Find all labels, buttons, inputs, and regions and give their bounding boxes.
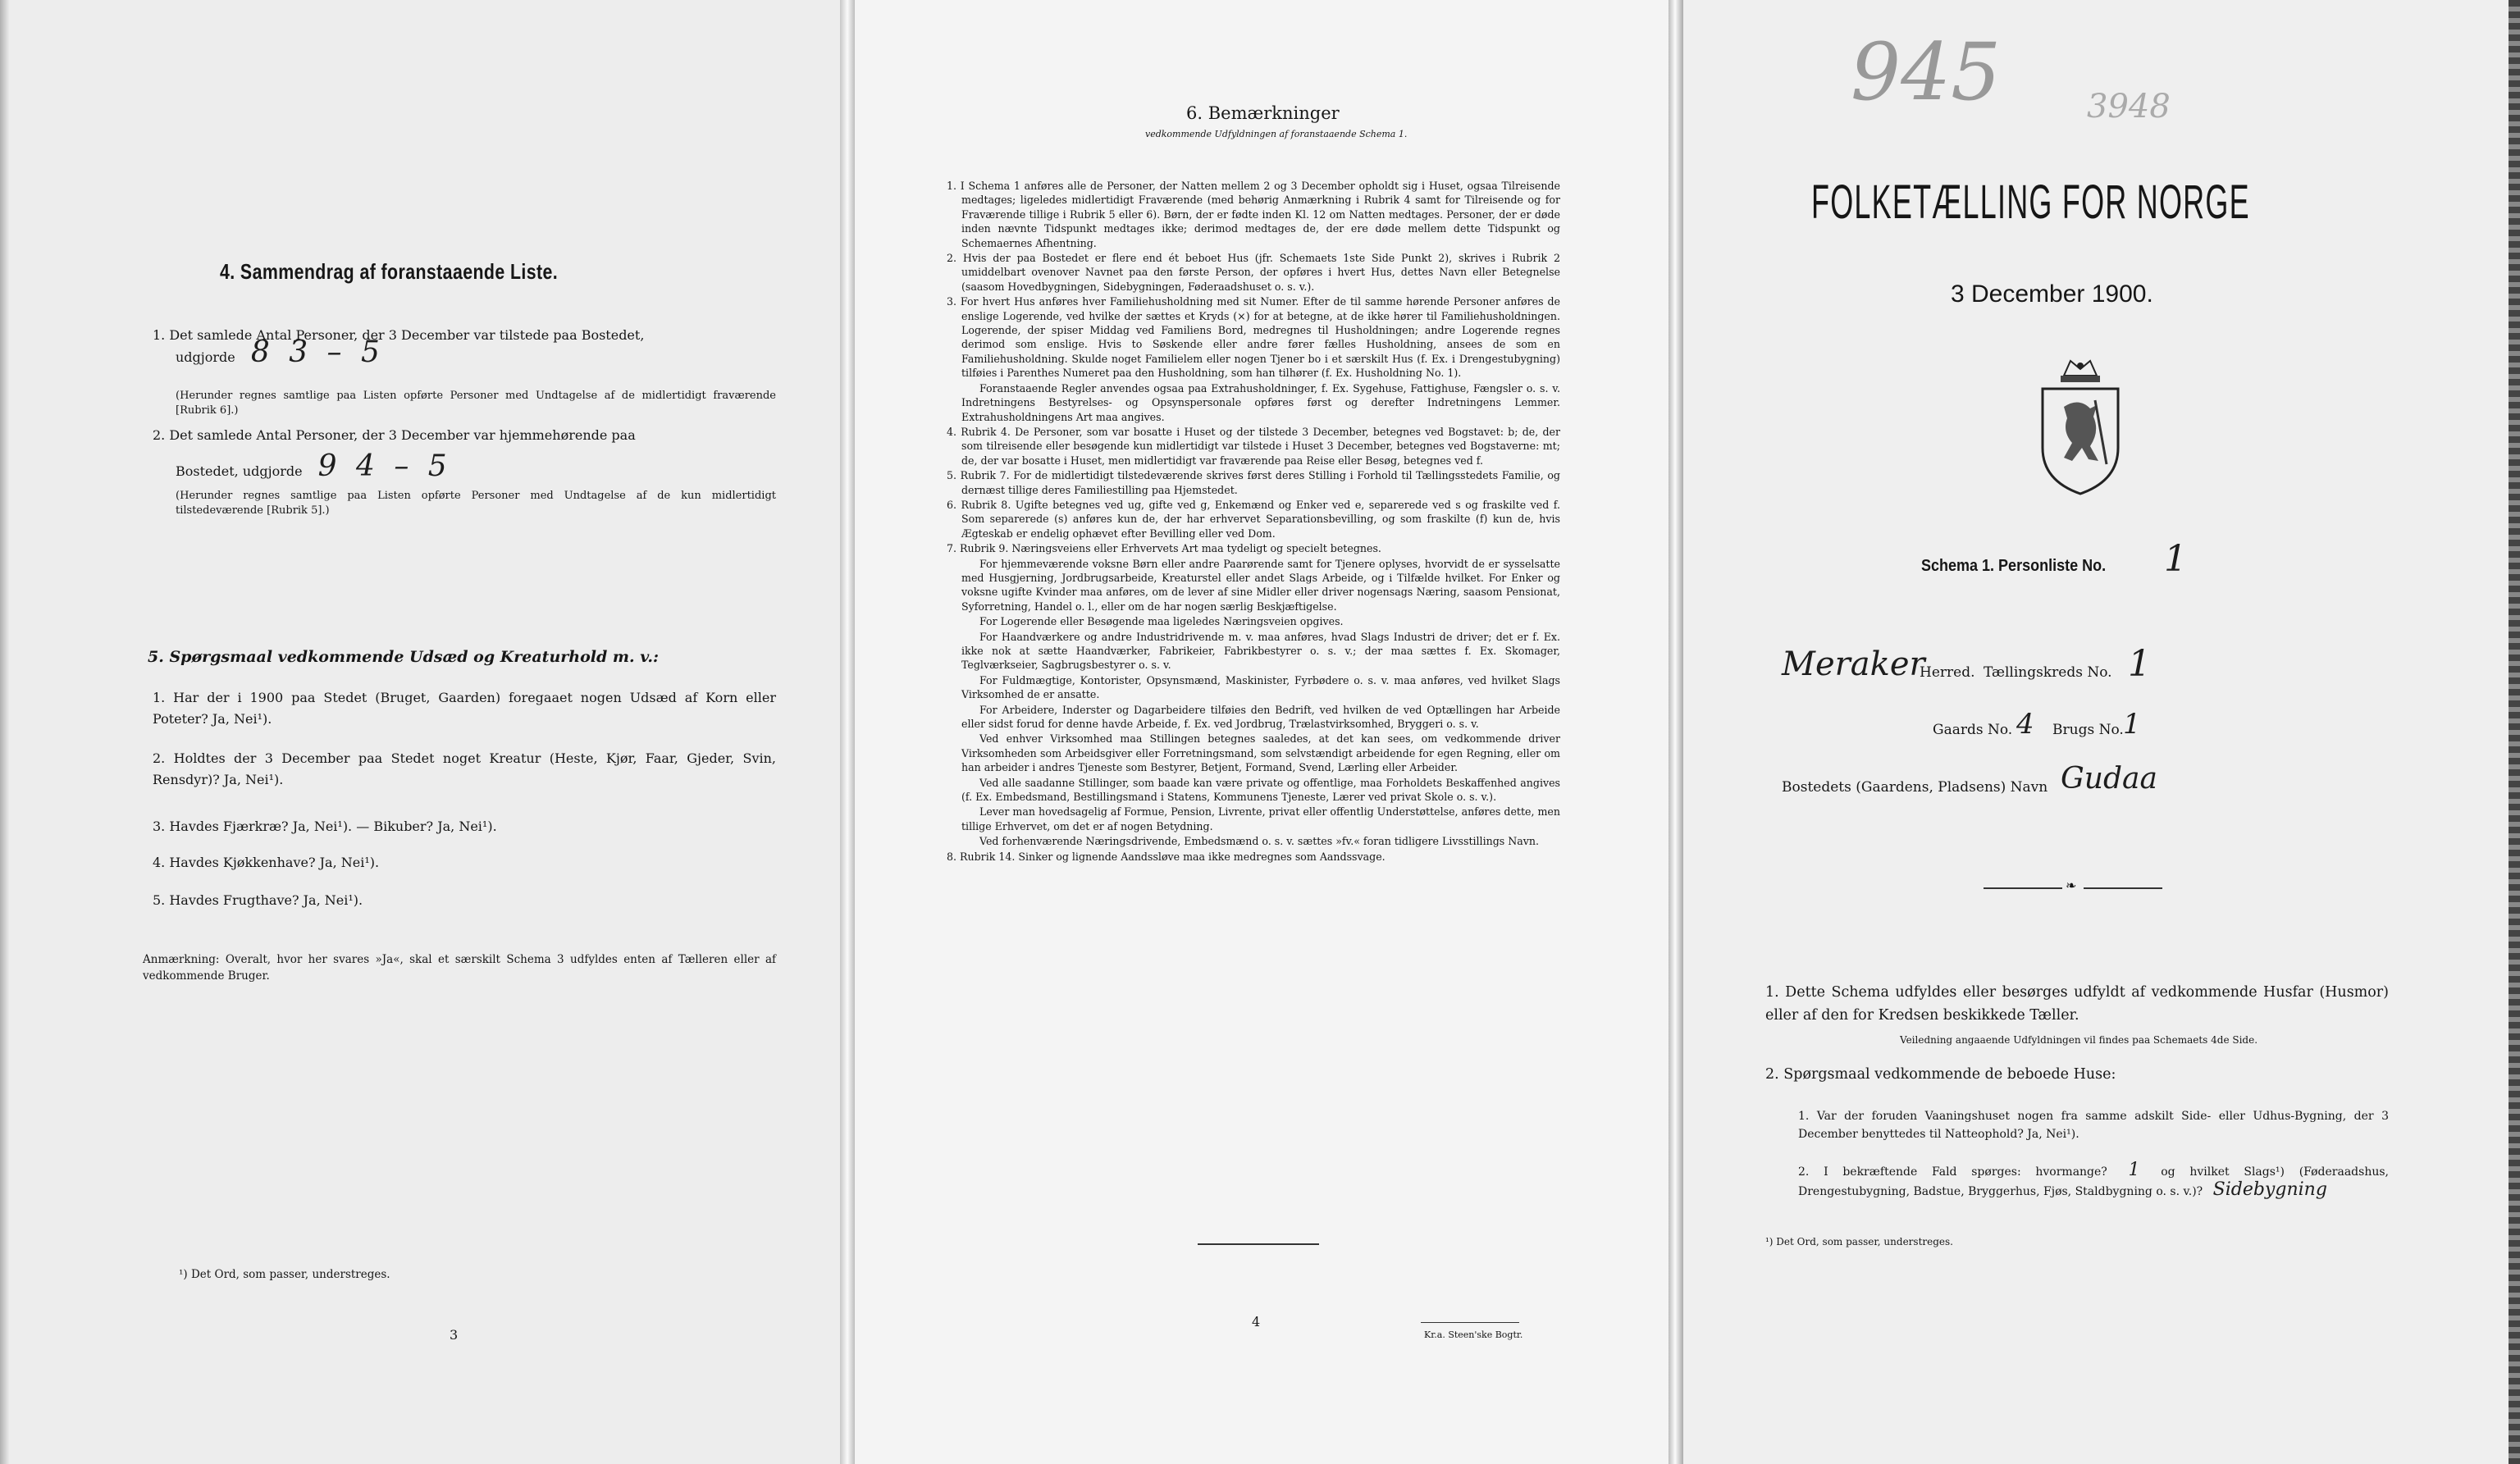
- remark-paragraph: 6. Rubrik 8. Ugifte betegnes ved ug, gifte ved g, Enkemænd og Enker ved e, separerede ved s og fraskilte ved f. Som separerede (s) anføres kun de, der har erhvervet Separationsbevilling, og som fraskilte (f) kun de, hvis Ægteskab er endelig ophævet efter Bevilling eller ved Dom.: [947, 498, 1560, 540]
- remark-paragraph: For Arbeidere, Inderster og Dagarbeidere tilføies den Bedrift, ved hvilken de ved Optællingen har Arbeide eller sidst forud for denne havde Arbeide, f. Ex. ved Jordbrug, Trælastvirksomhed, Bryggeri o. s. v.: [961, 703, 1560, 731]
- page-number: 3: [450, 1327, 459, 1343]
- page-fold: [840, 0, 855, 1464]
- personliste-number: 1: [2164, 538, 2187, 580]
- census-date: 3 December 1900.: [1951, 280, 2153, 308]
- outbuilding-count: 1: [2128, 1160, 2140, 1180]
- divider-ornament: ❧: [2066, 878, 2077, 893]
- handwritten-present-count: 8 3 – 5: [250, 335, 385, 369]
- divider: [1198, 1243, 1319, 1245]
- remark-paragraph: For Logerende eller Besøgende maa ligeledes Næringsveien opgives.: [979, 615, 1344, 628]
- summary-item-2-note: (Herunder regnes samtlige paa Listen opførte Personer med Undtagelse af de kun midlertidigt tilstedeværende [Rubrik 5].): [176, 490, 776, 517]
- bosted-name: Gudaa: [2061, 762, 2157, 796]
- section-5-title: 5. Spørgsmaal vedkommende Udsæd og Kreaturhold m. v.:: [148, 648, 659, 666]
- house-question-2: 2. I bekræftende Fald spørges: hvormange? 1 og hvilket Slags¹) (Føderaadshus, Drengestubygning, Badstue, Bryggerhus, Fjøs, Staldbygning o. s. v.)? Sidebygning: [1798, 1160, 2389, 1200]
- remark-paragraph: 2. Hvis der paa Bostedet er flere end ét beboet Hus (jfr. Schemaets 1ste Side Punkt 2), skrives i Rubrik 2 umiddelbart ovenover Navnet paa den første Person, der opføres i hvert Hus, dettes Navn eller Betegnelse (saasom Hovedbygningen, Sidebygningen, Føderaadshuset o. s. v.).: [947, 252, 1560, 293]
- remark-paragraph: For hjemmeværende voksne Børn eller andre Paarørende samt for Tjenere oplyses, hvorvidt de er sysselsatte med Husgjerning, Jordbrugsarbeide, Kreaturstel eller andet Slags Arbeide, og i Tilfælde hvilket. For Enker og voksne ugifte Kvinder maa anføres, om de lever af sine Midler eller driver nogensags Næring, saasom Pensionat, Syforretning, Handel o. l., eller om de har nogen særlig Beskjæftigelse.: [961, 557, 1560, 613]
- divider: [2084, 887, 2162, 889]
- instruction-1: 1. Dette Schema udfyldes eller besørges udfyldt af vedkommende Husfar (Husmor) eller af den for Kredsen beskikkede Tæller.: [1765, 984, 2389, 1024]
- page-1-cover: [1673, 0, 2520, 1464]
- remark-paragraph: 5. Rubrik 7. For de midlertidigt tilstedeværende skrives først deres Stilling i Forhold til Tællingsstedets Familie, og dernæst tillige deres Familiestilling paa Hjemstedet.: [947, 469, 1560, 496]
- remark-paragraph: 1. I Schema 1 anføres alle de Personer, der Natten mellem 2 og 3 December opholdt sig i Huset, ogsaa Tilreisende medtages; ligeledes midlertidigt Fraværende (med behørig Anmærkning i Rubrik 4 samt for Tilreisende og for Fraværende tillige i Rubrik 5 eller 6). Børn, der er fødte inden Kl. 12 om Natten medtages. Personer, der er døde inden nævnte Tidspunkt medtages ikke; derimod medtages de, der ere døde mellem dette Tidspunkt og Schemaernes Afhentning.: [947, 180, 1560, 249]
- remark-paragraph: 7. Rubrik 9. Næringsveiens eller Erhvervets Art maa tydeligt og specielt betegnes.: [947, 542, 1381, 555]
- divider: [1421, 1322, 1519, 1323]
- section-4-title: 4. Sammendrag af foranstaaende Liste.: [220, 259, 559, 284]
- remark-paragraph: 8. Rubrik 14. Sinker og lignende Aandssløve maa ikke medregnes som Aandssvage.: [947, 850, 1386, 863]
- footnote: ¹) Det Ord, som passer, understreges.: [179, 1268, 390, 1281]
- outbuilding-type: Sidebygning: [2212, 1179, 2327, 1200]
- herred-label: Herred.: [1920, 664, 1975, 681]
- brugs-number: 1: [2123, 708, 2141, 741]
- question-livestock: 2. Holdtes der 3 December paa Stedet noget Kreatur (Heste, Kjør, Faar, Gjeder, Svin, Rensdyr)? Ja, Nei¹).: [153, 750, 776, 787]
- question-kitchen-garden: 4. Havdes Kjøkkenhave? Ja, Nei¹).: [153, 855, 380, 870]
- divider: [1984, 887, 2062, 889]
- archive-number-secondary: 3948: [2087, 88, 2171, 125]
- instruction-2: 2. Spørgsmaal vedkommende de beboede Huse:: [1765, 1066, 2116, 1083]
- summary-item-1: 1. Det samlede Antal Personer, der 3 December var tilstede paa Bostedet, udgjorde 8 3 – 5: [153, 327, 645, 369]
- form-title: FOLKETÆLLING FOR NORGE: [1811, 176, 2250, 229]
- instruction-1-note: Veiledning angaaende Udfyldningen vil findes paa Schemaets 4de Side.: [1900, 1034, 2258, 1046]
- question-orchard: 5. Havdes Frugthave? Ja, Nei¹).: [153, 892, 363, 908]
- herred-name: Meraker: [1782, 645, 1925, 683]
- remark-paragraph: 4. Rubrik 4. De Personer, som var bosatte i Huset og der tilstede 3 December, betegnes ved Bogstavet: b; de, der som tilreisende eller besøgende kun midlertidigt var tilstede i Huset 3 December, betegnes ved Bogstaverne: mt; de, der var bosatte i Huset, men midlertidigt var fraværende paa Reise eller Besøg, betegnes ved f.: [947, 425, 1560, 467]
- page-number: 4: [1252, 1314, 1261, 1329]
- remark: Anmærkning: Overalt, hvor her svares »Ja«, skal et særskilt Schema 3 udfyldes enten af Tælleren eller af vedkommende Bruger.: [143, 953, 776, 983]
- page-3: 4. Sammendrag af foranstaaende Liste. 1. Det samlede Antal Personer, der 3 December var tilstede paa Bostedet, udgjorde 8 3 – 5 (Herunder regnes samtlige paa Listen opførte Personer med Undtagelse af de midlertidigt fraværende [Rubrik 6].) 2. Det samlede Antal Personer, der 3 December var hjemmehørende paa Bostedet, udgjorde 9 4 – 5 (Herunder regnes samtlige paa Listen opførte Personer med Undtagelse af de kun midlertidigt tilstedeværende [Rubrik 5].) 5. Spørgsmaal vedkommende Udsæd og Kreaturhold m. v.: 1. Har der i 1900 paa Stedet (Bruget, Gaarden) foregaaet nogen Udsæd af Korn eller Poteter? Ja, Nei¹). 2. Holdtes der 3 December paa Stedet noget Kreatur (Heste, Kjør, Faar, Gjeder, Svin, Rensdyr)? Ja, Nei¹). 3. Havdes Fjærkræ? Ja, Nei¹). — Bikuber? Ja, Nei¹). 4. Havdes Kjøkkenhave? Ja, Nei¹). 5. Havdes Frugthave? Ja, Nei¹). Anmærkning: Overalt, hvor her svares »Ja«, skal et særskilt Schema 3 udfyldes enten af Tælleren eller af vedkommende Bruger. ¹) Det Ord, som passer, understreges. 3: [0, 0, 847, 1464]
- page-edge: [0, 0, 10, 1464]
- remarks-title: 6. Bemærkninger: [1186, 103, 1340, 123]
- bosted-label: Bostedets (Gaardens, Pladsens) Navn: [1782, 779, 2048, 796]
- brugs-label: Brugs No.: [2052, 722, 2124, 738]
- remarks-list: [947, 179, 1560, 864]
- remark-paragraph: Ved enhver Virksomhed maa Stillingen betegnes saaledes, at det kan sees, om vedkommende driver Virksomheden som Arbeidsgiver eller Forretningsmand, som selvstændigt arbeidende for egen Regning, eller om han arbeider i andres Tjeneste som Bestyrer, Betjent, Formand, Svend, Lærling eller Arbeider.: [961, 732, 1560, 774]
- schema-label: Schema 1. Personliste No.: [1921, 557, 2107, 575]
- norway-coat-of-arms-icon: [2031, 358, 2130, 497]
- gaards-number: 4: [2016, 708, 2034, 741]
- page-edge: [2509, 0, 2520, 1464]
- footnote: ¹) Det Ord, som passer, understreges.: [1765, 1236, 1953, 1247]
- summary-item-2: 2. Det samlede Antal Personer, der 3 December var hjemmehørende paa: [153, 427, 636, 443]
- page-fold: [1669, 0, 1683, 1464]
- remark-paragraph: For Haandværkere og andre Industridrivende m. v. maa anføres, hvad Slags Industri de driver; det er f. Ex. ikke nok at sætte Haandværker, Fabrikeier, Fabrikbestyrer o. s. v.; der maa sættes f. Ex. Skomager, Teglværkseier, Sagbrugsbestyrer o. s. v.: [961, 630, 1560, 672]
- remark-paragraph: 3. For hvert Hus anføres hver Familiehusholdning med sit Numer. Efter de til samme hørende Personer anføres de enslige Logerende, ved hvilke der sættes et Kryds (×) for at betegne, at de ikke hører til Familiehusholdningen. Logerende, der spiser Middag ved Familiens Bord, medregnes til Husholdningen; andre Logerende regnes derimod som enslige. Hvis to Søskende eller andre fører fælles Husholdning, ansees de som en Familiehusholdning. Skulde noget Familielem eller nogen Tjener bo i et særskilt Hus (f. Ex. i Drengestubygning) tilføies i Parenthes Numeret paa den Husholdning, som han tilhører (f. Ex. Husholdning No. 1).: [947, 295, 1560, 380]
- remark-paragraph: For Fuldmægtige, Kontorister, Opsynsmænd, Maskinister, Fyrbødere o. s. v. maa anføres, ved hvilket Slags Virksomhed de er ansatte.: [961, 673, 1560, 701]
- page-4: [847, 0, 1673, 1464]
- kreds-number: 1: [2128, 643, 2151, 685]
- printer-imprint: Kr.a. Steen'ske Bogtr.: [1424, 1329, 1523, 1340]
- remark-paragraph: Ved alle saadanne Stillinger, som baade kan være private og offentlige, maa Forholdets Beskaffenhed angives (f. Ex. Embedsmand, Bestillingsmand i Statens, Kommunens Tjeneste, Lærer ved privat Skole o. s. v.).: [961, 776, 1560, 804]
- question-sowing: 1. Har der i 1900 paa Stedet (Bruget, Gaarden) foregaaet nogen Udsæd af Korn eller Poteter? Ja, Nei¹).: [153, 690, 776, 727]
- gaards-label: Gaards No.: [1933, 722, 2013, 738]
- remark-paragraph: Foranstaaende Regler anvendes ogsaa paa Extrahusholdninger, f. Ex. Sygehuse, Fattighuse, Fængsler o. s. v. Indretningens Bestyrelses- og Opsynspersonale opføres først og derefter Indretningens Lemmer. Extrahusholdningens Art maa angives.: [961, 381, 1560, 423]
- remark-paragraph: Ved forhenværende Næringsdrivende, Embedsmænd o. s. v. sættes »fv.« foran tidligere Livsstillings Navn.: [979, 835, 1540, 848]
- archive-number: 945: [1851, 26, 2002, 118]
- house-question-1: 1. Var der foruden Vaaningshuset nogen fra samme adskilt Side- eller Udhus-Bygning, der 3 December benyttedes til Natteophold? Ja, Nei¹).: [1798, 1110, 2389, 1141]
- summary-item-1-note: (Herunder regnes samtlige paa Listen opførte Personer med Undtagelse af de midlertidigt fraværende [Rubrik 6].): [176, 390, 776, 417]
- remarks-subtitle: vedkommende Udfyldningen af foranstaaende Schema 1.: [1145, 129, 1408, 139]
- remark-paragraph: Lever man hovedsagelig af Formue, Pension, Livrente, privat eller offentlig Understøttelse, anføres dette, men tillige Erhvervet, om det er af nogen Betydning.: [961, 805, 1560, 832]
- kreds-label: Tællingskreds No.: [1984, 664, 2112, 681]
- handwritten-resident-count: 9 4 – 5: [317, 449, 452, 483]
- question-poultry-beehives: 3. Havdes Fjærkræ? Ja, Nei¹). — Bikuber? Ja, Nei¹).: [153, 819, 497, 834]
